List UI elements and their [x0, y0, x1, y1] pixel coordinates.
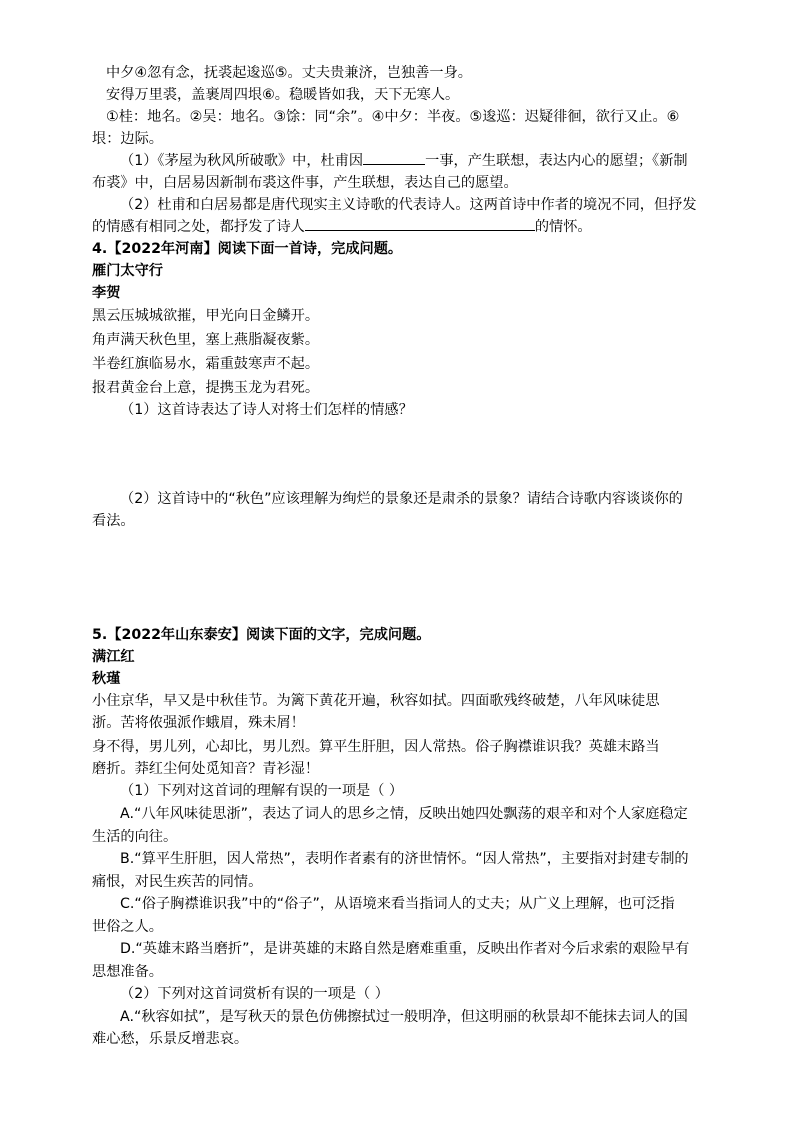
- answer-blank[interactable]: [305, 216, 535, 231]
- question-line: （2）杜甫和白居易都是唐代现实主义诗歌的代表诗人。这两首诗中作者的境况不同，但抒发: [120, 197, 697, 213]
- poem-title: 雁门太守行: [92, 263, 163, 279]
- option-line: A.“秋容如拭”，是写秋天的景色仿佛擦拭过一般明净，但这明丽的秋景却不能抹去词人的国: [120, 1009, 688, 1025]
- question-line: （2）下列对这首词赏析有误的一项是（ ）: [120, 986, 389, 1002]
- poem-line: 黑云压城城欲摧，甲光向日金鳞开。: [92, 308, 320, 324]
- poem-line: 小住京华，早又是中秋佳节。为篱下黄花开遍，秋容如拭。四面歌残终破楚，八年风味徒思: [92, 693, 660, 709]
- poem-line: 磨折。莽红尘何处觅知音？青衫湿！: [92, 761, 320, 777]
- poem-author: 李贺: [92, 285, 121, 301]
- option-line: 痛恨，对民生疾苦的同情。: [92, 874, 263, 890]
- poem-line: 安得万里裘，盖裹周四垠⑥。稳暖皆如我，天下无寒人。: [106, 87, 460, 103]
- poem-line: 半卷红旗临易水，霜重鼓寒声不起。: [92, 356, 320, 372]
- option-line: 生活的向往。: [92, 829, 178, 845]
- question-line: 的情感有相同之处，都抒发了诗人 的情怀。: [92, 216, 742, 238]
- answer-blank[interactable]: [363, 150, 425, 165]
- footnote-line: 垠：边际。: [92, 131, 163, 147]
- option-line: B.“算平生肝胆，因人常热”，表明作者素有的济世情怀。“因人常热”，主要指对封建专制的: [120, 851, 689, 867]
- option-line: D.“英雄末路当磨折”，是讲英雄的末路自然是磨难重重，反映出作者对今后求索的艰险早有: [120, 941, 690, 957]
- option-line: A.“八年风味徒思浙”，表达了词人的思乡之情，反映出她四处飘荡的艰辛和对个人家庭稳定: [120, 806, 688, 822]
- option-line: C.“俗子胸襟谁识我”中的“俗子”，从语境来看当指词人的丈夫；从广义上理解，也可泛指: [120, 896, 675, 912]
- poem-line: 中夕④忽有念，抚裘起逡巡⑤。丈夫贵兼济，岂独善一身。: [106, 65, 472, 81]
- footnote-line: ①桂：地名。②吴：地名。③馀：同“余”。④中夕：半夜。⑤逡巡：迟疑徘徊，欲行又止。⑥: [106, 109, 680, 125]
- poem-author: 秋瑾: [92, 671, 121, 687]
- question-line: 布裘》中，白居易因新制布裘这件事，产生联想，表达自己的愿望。: [92, 175, 518, 191]
- question-line: （2）这首诗中的“秋色”应该理解为绚烂的景象还是肃杀的景象？请结合诗歌内容谈谈你的: [120, 491, 683, 507]
- option-line: 难心愁，乐景反增悲哀。: [92, 1031, 249, 1047]
- poem-title: 满江红: [92, 649, 135, 665]
- poem-line: 报君黄金台上意，提携玉龙为君死。: [92, 380, 320, 396]
- question-line: （1）《茅屋为秋风所破歌》中，杜甫因 一事，产生联想，表达内心的愿望；《新制: [120, 150, 770, 172]
- section-heading: 4.【2022年河南】阅读下面一首诗，完成问题。: [92, 241, 403, 257]
- poem-line: 身不得，男儿列，心却比，男儿烈。算平生肝胆，因人常热。俗子胸襟谁识我？英雄末路当: [92, 739, 660, 755]
- question-line: 看法。: [92, 513, 135, 529]
- option-line: 思想准备。: [92, 964, 163, 980]
- poem-line: 浙。苦将侬强派作蛾眉，殊未屑！: [92, 715, 305, 731]
- poem-line: 角声满天秋色里，塞上燕脂凝夜紫。: [92, 332, 320, 348]
- option-line: 世俗之人。: [92, 919, 163, 935]
- question-line: （1）这首诗表达了诗人对将士们怎样的情感？: [120, 402, 413, 418]
- question-line: （1）下列对这首词的理解有误的一项是（ ）: [120, 783, 404, 799]
- section-heading: 5.【2022年山东泰安】阅读下面的文字，完成问题。: [92, 627, 431, 643]
